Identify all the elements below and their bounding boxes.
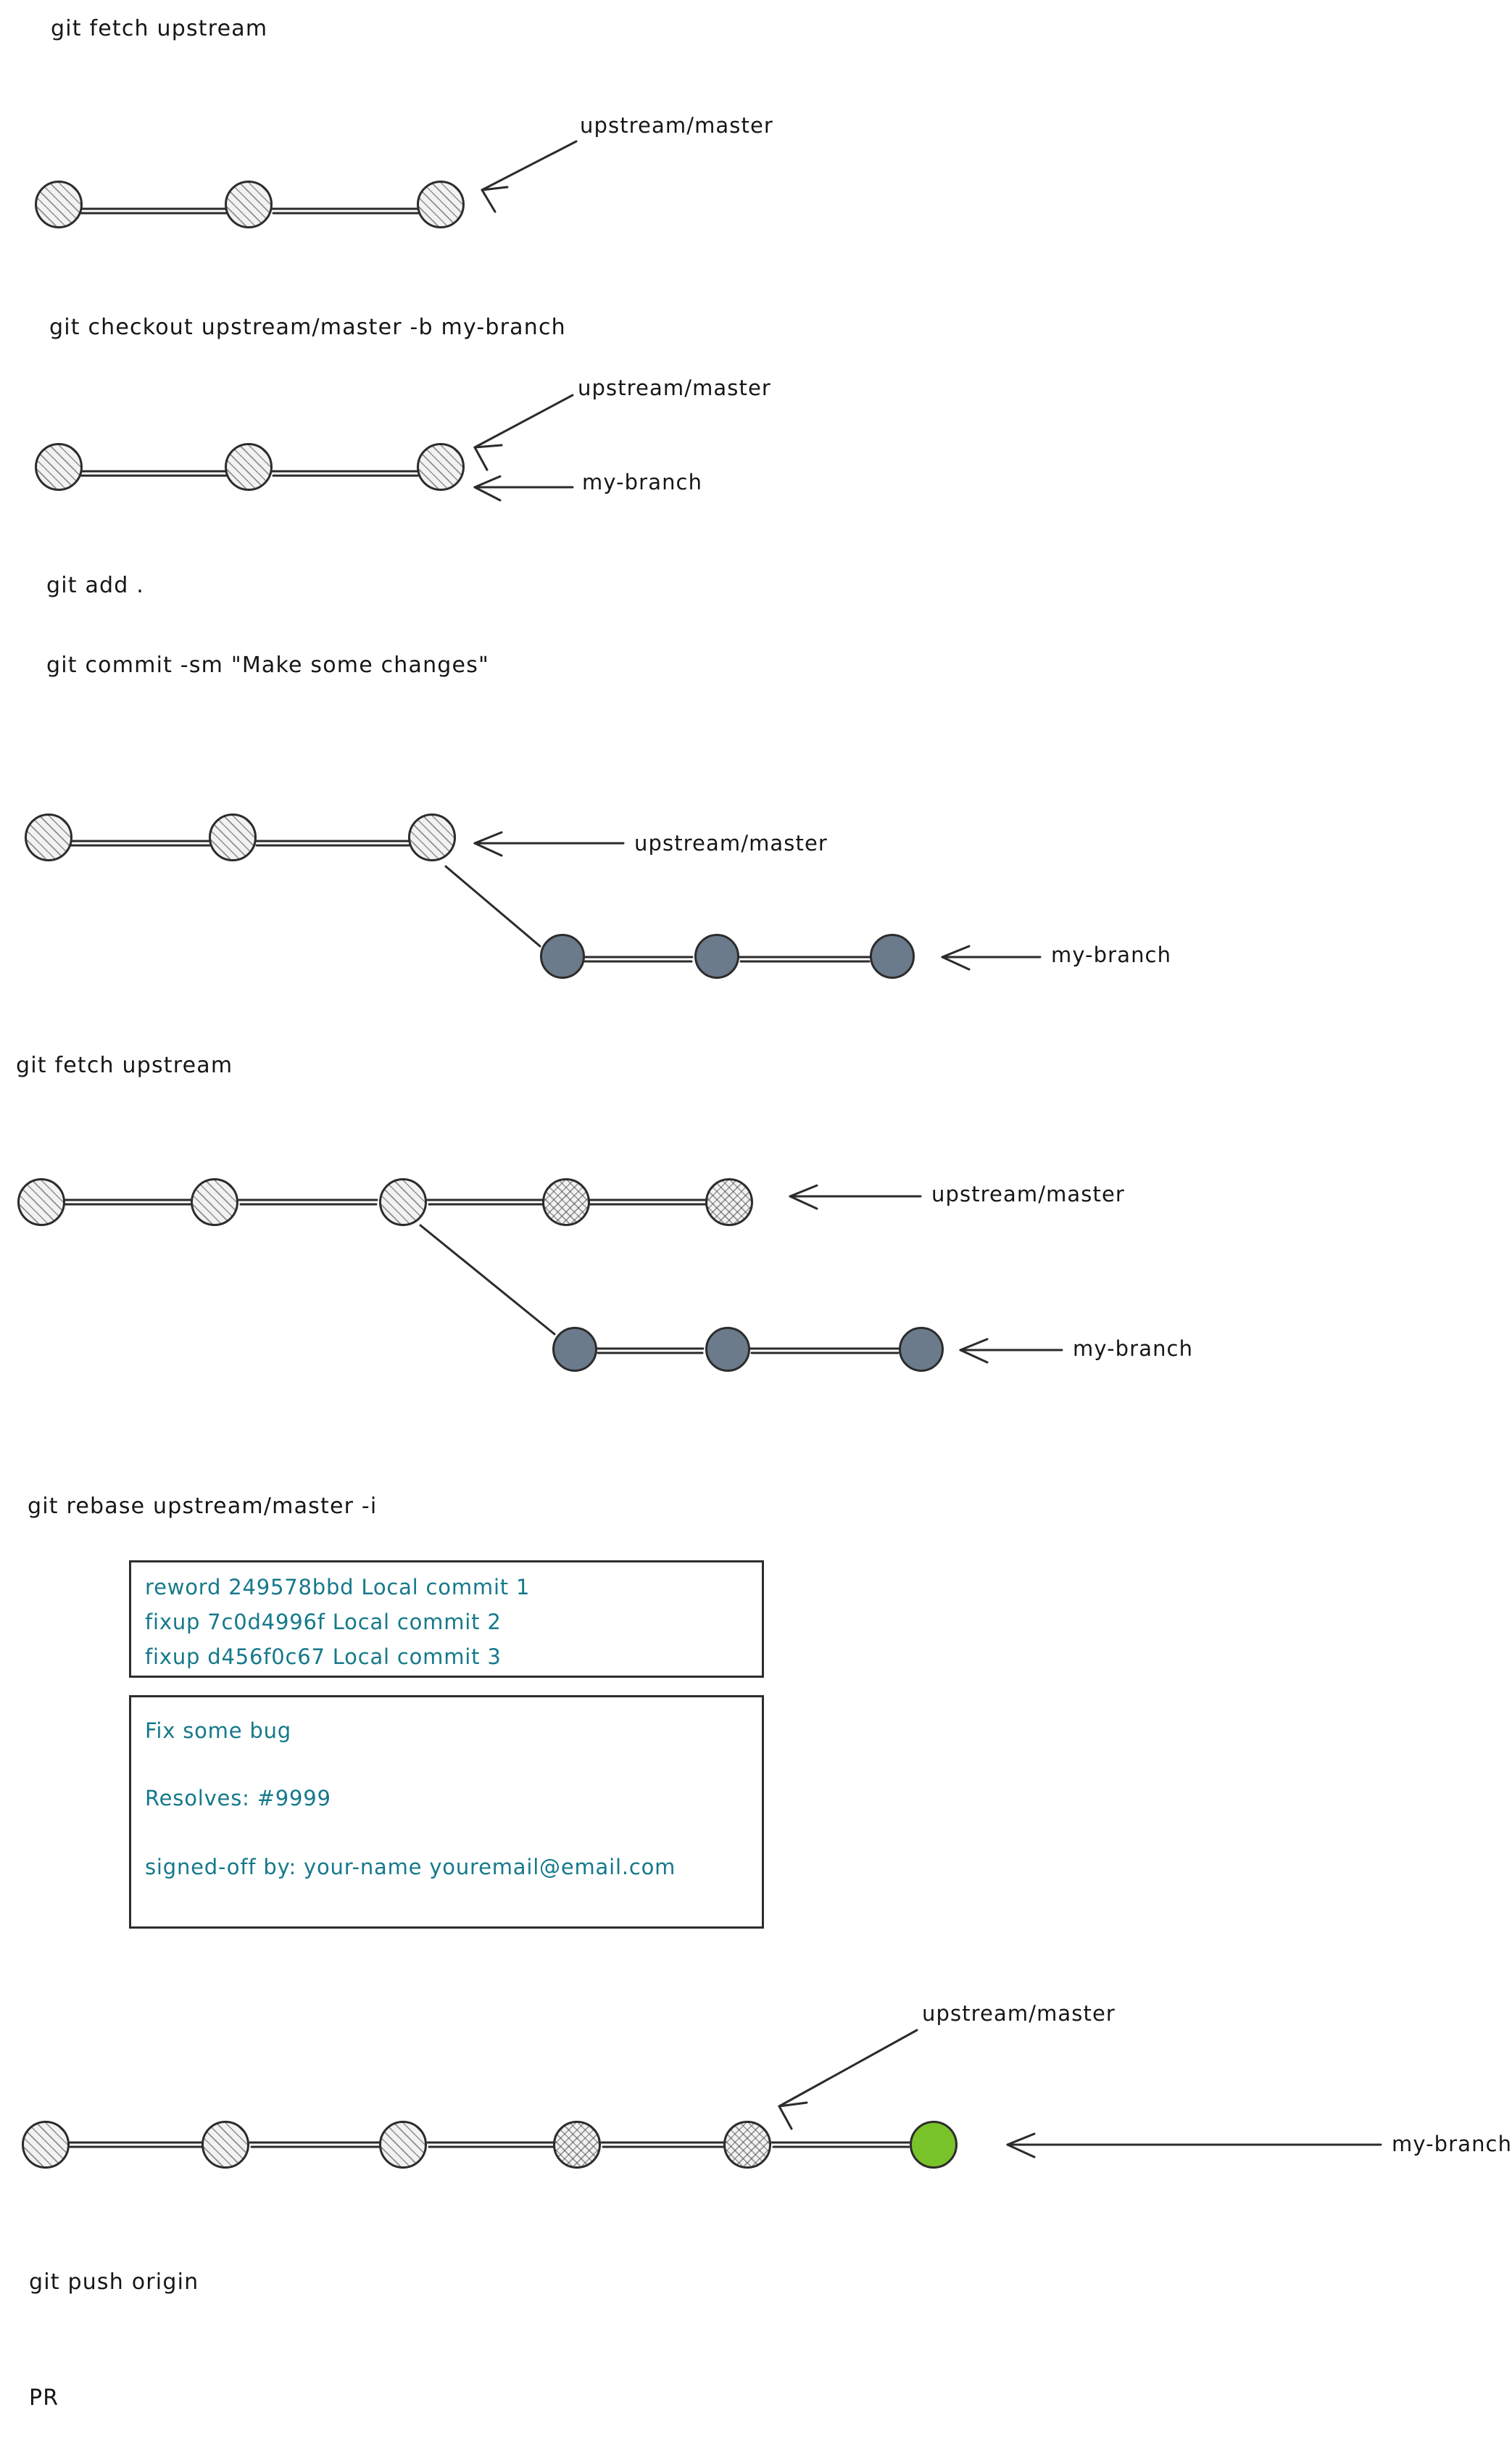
commit-node-upstream xyxy=(379,2121,427,2169)
commit-node-upstream-new xyxy=(553,2121,601,2169)
command-git-push-origin: git push origin xyxy=(29,2269,199,2295)
commit-node-local xyxy=(870,934,915,979)
commit-node-upstream xyxy=(17,1178,65,1226)
command-git-rebase: git rebase upstream/master -i xyxy=(28,1494,378,1519)
commit-node-upstream xyxy=(191,1178,238,1226)
commit-message-subject: Fix some bug xyxy=(145,1718,291,1743)
label-upstream-master: upstream/master xyxy=(931,1182,1125,1206)
commit-node-upstream xyxy=(408,813,456,861)
label-upstream-master: upstream/master xyxy=(634,831,828,856)
commit-node-upstream xyxy=(35,443,83,491)
commit-message-resolves: Resolves: #9999 xyxy=(145,1786,331,1810)
label-my-branch: my-branch xyxy=(1051,943,1172,967)
commit-message-signoff: signed-off by: your-name youremail@email.com xyxy=(145,1855,676,1879)
commit-node-local xyxy=(705,1327,750,1372)
label-my-branch: my-branch xyxy=(1392,2132,1512,2156)
commit-node-upstream-new xyxy=(542,1178,590,1226)
commit-node-upstream-new xyxy=(705,1178,753,1226)
commit-node-upstream xyxy=(417,181,465,228)
label-upstream-master: upstream/master xyxy=(922,2001,1116,2026)
label-upstream-master: upstream/master xyxy=(580,113,773,138)
commit-node-upstream xyxy=(22,2121,70,2169)
commit-node-upstream xyxy=(379,1178,427,1226)
commit-node-upstream xyxy=(25,813,72,861)
commit-node-upstream xyxy=(225,443,273,491)
rebase-todo-line: fixup d456f0c67 Local commit 3 xyxy=(145,1644,502,1669)
commit-node-local xyxy=(552,1327,597,1372)
rebase-todo-line: fixup 7c0d4996f Local commit 2 xyxy=(145,1610,502,1634)
commit-node-local xyxy=(899,1327,944,1372)
commit-node-upstream xyxy=(202,2121,249,2169)
label-pull-request: PR xyxy=(29,2385,59,2411)
command-git-checkout: git checkout upstream/master -b my-branch xyxy=(49,315,566,340)
commit-node-squashed xyxy=(910,2121,958,2169)
commit-node-upstream xyxy=(417,443,465,491)
command-git-fetch-upstream-1: git fetch upstream xyxy=(51,16,268,41)
commit-node-local xyxy=(694,934,739,979)
label-my-branch: my-branch xyxy=(582,470,703,494)
commit-node-upstream xyxy=(209,813,257,861)
command-git-commit: git commit -sm "Make some changes" xyxy=(46,653,490,678)
commit-node-upstream xyxy=(35,181,83,228)
commit-node-local xyxy=(540,934,585,979)
commit-node-upstream xyxy=(225,181,273,228)
command-git-add: git add . xyxy=(46,573,145,598)
label-my-branch: my-branch xyxy=(1073,1336,1194,1361)
label-upstream-master: upstream/master xyxy=(578,376,771,400)
rebase-todo-line: reword 249578bbd Local commit 1 xyxy=(145,1575,531,1599)
command-git-fetch-upstream-2: git fetch upstream xyxy=(16,1053,233,1078)
commit-node-upstream-new xyxy=(723,2121,771,2169)
